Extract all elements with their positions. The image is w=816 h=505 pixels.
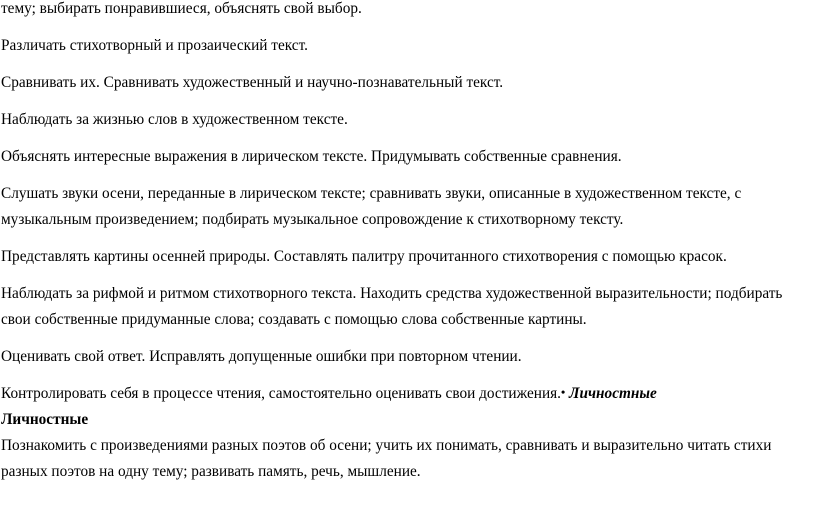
control-text: Контролировать себя в процессе чтения, самостоятельно оценивать свои достижения. — [1, 385, 561, 402]
paragraph-control — [0, 381, 808, 407]
paragraph-distinguish: Различать стихотворный и прозаический текст. — [1, 37, 308, 54]
inline-heading: Личностные — [565, 385, 657, 402]
paragraph-observe-words: Наблюдать за жизнью слов в художественном тексте. — [1, 111, 348, 128]
paragraph-pictures: Представлять картины осенней природы. Составлять палитру прочитанного стихотворения с помощью красок. — [1, 248, 727, 265]
bullet-icon: • — [561, 385, 566, 399]
paragraph-sounds: Слушать звуки осени, переданные в лирическом тексте; сравнивать звуки, описанные в художественном тексте, с музыкальным произведением; подбирать музыкальное сопровождение к стихотворному тексту. — [1, 185, 742, 228]
paragraph-choice: тему; выбирать понравившиеся, объяснять свой выбор. — [1, 0, 362, 17]
section-heading: Личностные — [1, 411, 89, 428]
paragraph-compare: Сравнивать их. Сравнивать художественный и научно-познавательный текст. — [1, 74, 504, 91]
paragraph-rhyme: Наблюдать за рифмой и ритмом стихотворного текста. Находить средства художественной выразительности; подбирать свои собственные придуманные слова; создавать с помощью слова собственные картины. — [1, 285, 783, 328]
paragraph-final: Познакомить с произведениями разных поэтов об осени; учить их понимать, сравнивать и выразительно читать стихи разных поэтов на одну тему; развивать память, речь, мышление. — [1, 437, 772, 480]
paragraph-evaluate: Оценивать свой ответ. Исправлять допущенные ошибки при повторном чтении. — [1, 348, 522, 365]
paragraph-explain: Объяснять интересные выражения в лирическом тексте. Придумывать собственные сравнения. — [1, 148, 622, 165]
